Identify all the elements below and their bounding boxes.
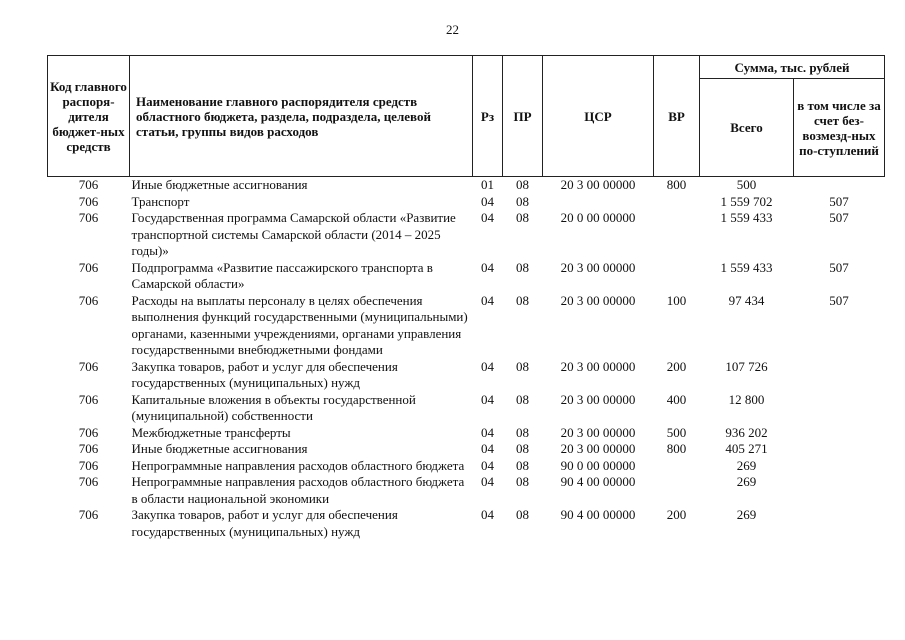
cell-rz: 04 [481,292,494,308]
cell-code: 706 [78,358,99,374]
cell-free [794,359,885,392]
cell-csr: 20 3 00 00000 [560,358,636,374]
cell-code: 706 [78,177,99,192]
cell-code: 706 [78,292,99,308]
cell-pr: 08 [516,292,529,308]
cell-name: Закупка товаров, работ и услуг для обеспечения государственных (муниципальных) нужд [131,358,398,390]
cell-free [794,507,885,540]
cell-rz: 04 [481,259,494,275]
header-csr: ЦСР [543,56,654,177]
cell-csr: 20 3 00 00000 [560,259,636,275]
cell-pr: 08 [516,474,529,489]
cell-free: 507 [829,193,849,209]
cell-name: Межбюджетные трансферты [131,424,291,440]
cell-pr: 08 [516,424,529,440]
table-row [48,293,885,359]
cell-total: 405 271 [725,441,768,456]
cell-free [794,392,885,425]
cell-pr: 08 [516,177,529,192]
cell-total: 1 559 433 [720,210,773,225]
cell-rz: 04 [481,457,494,473]
cell-code: 706 [78,507,99,522]
cell-code: 706 [78,424,99,440]
header-free: в том числе за счет без-возмезд-ных по-ступлений [794,79,885,177]
cell-total: 1 559 433 [720,259,773,275]
cell-vr [654,194,700,211]
cell-total: 936 202 [725,424,768,440]
cell-csr: 20 3 00 00000 [560,391,636,407]
cell-vr [654,458,700,475]
header-rz: Рз [473,56,503,177]
cell-csr: 20 3 00 00000 [560,441,636,456]
cell-name: Закупка товаров, работ и услуг для обеспечения государственных (муниципальных) нужд [131,507,398,539]
cell-vr: 200 [666,358,687,374]
table-header [48,56,885,177]
cell-rz: 04 [481,441,494,456]
cell-total: 269 [736,507,757,522]
table-row [48,441,885,458]
cell-name: Расходы на выплаты персоналу в целях обеспечения выполнения функций государственными (муниципальными) органами, казенными учреждениями, органами управления государственными внебюджетными фондами [131,292,468,357]
cell-vr [654,260,700,293]
cell-name: Иные бюджетные ассигнования [131,177,308,192]
table-row [48,359,885,392]
cell-pr: 08 [516,358,529,374]
header-name: Наименование главного распорядителя средств областного бюджета, раздела, подраздела, целевой статьи, группы видов расходов [130,56,473,177]
cell-free [794,458,885,475]
cell-name: Непрограммные направления расходов областного бюджета в области национальной экономики [131,474,465,506]
cell-vr: 800 [666,441,687,456]
table-row [48,474,885,507]
cell-total: 269 [736,474,757,489]
cell-free: 507 [829,259,849,275]
table-row [48,425,885,442]
cell-csr: 90 0 00 00000 [560,457,636,473]
cell-vr: 100 [666,292,687,308]
cell-code: 706 [78,474,99,489]
table-row [48,194,885,211]
cell-total: 500 [736,177,757,192]
table-row [48,260,885,293]
cell-name: Капитальные вложения в объекты государственной (муниципальной) собственности [131,391,416,423]
cell-rz: 04 [481,358,494,374]
cell-pr: 08 [516,193,529,209]
cell-rz: 04 [481,474,494,489]
header-total: Всего [700,79,794,177]
cell-total: 1 559 702 [720,193,773,209]
cell-csr: 20 3 00 00000 [560,424,636,440]
cell-code: 706 [78,441,99,456]
table-row [48,210,885,260]
cell-vr: 200 [666,507,687,522]
budget-table [47,55,885,540]
header-pr: ПР [503,56,543,177]
cell-csr [543,194,654,211]
cell-pr: 08 [516,391,529,407]
cell-free [794,425,885,442]
cell-vr: 800 [666,177,687,192]
cell-code: 706 [78,193,99,209]
cell-vr [654,210,700,260]
cell-name: Транспорт [131,193,190,209]
cell-name: Государственная программа Самарской области «Развитие транспортной системы Самарской области (2014 – 2025 годы)» [131,210,456,258]
cell-total: 107 726 [725,358,768,374]
cell-total: 12 800 [728,391,765,407]
cell-rz: 04 [481,193,494,209]
page-number: 22 [446,22,459,37]
cell-vr: 500 [666,424,687,440]
cell-free: 507 [829,292,849,308]
cell-free [794,177,885,194]
cell-csr: 90 4 00 00000 [560,507,636,522]
cell-pr: 08 [516,441,529,456]
cell-rz: 01 [481,177,494,192]
cell-code: 706 [78,210,99,225]
cell-rz: 04 [481,210,494,225]
cell-code: 706 [78,457,99,473]
table-row [48,392,885,425]
cell-csr: 20 3 00 00000 [560,292,636,308]
cell-code: 706 [78,391,99,407]
cell-name: Подпрограмма «Развитие пассажирского транспорта в Самарской области» [131,259,433,291]
cell-rz: 04 [481,424,494,440]
cell-name: Непрограммные направления расходов областного бюджета [131,457,465,473]
cell-code: 706 [78,259,99,275]
cell-rz: 04 [481,507,494,522]
cell-csr: 20 3 00 00000 [560,177,636,192]
cell-free [794,474,885,507]
cell-rz: 04 [481,391,494,407]
header-vr: ВР [654,56,700,177]
table-row [48,177,885,194]
header-sum: Сумма, тыс. рублей [700,56,885,79]
cell-pr: 08 [516,457,529,473]
cell-csr: 20 0 00 00000 [560,210,636,225]
table-body [48,177,885,541]
cell-total: 269 [736,457,757,473]
table-row [48,458,885,475]
cell-total: 97 434 [728,292,765,308]
cell-pr: 08 [516,210,529,225]
table-row [48,507,885,540]
cell-vr: 400 [666,391,687,407]
cell-name: Иные бюджетные ассигнования [131,441,308,456]
cell-free [794,441,885,458]
cell-vr [654,474,700,507]
cell-pr: 08 [516,259,529,275]
cell-free: 507 [829,210,849,225]
header-code: Код главного распоря-дителя бюджет-ных средств [48,56,130,177]
cell-pr: 08 [516,507,529,522]
cell-csr: 90 4 00 00000 [560,474,636,489]
